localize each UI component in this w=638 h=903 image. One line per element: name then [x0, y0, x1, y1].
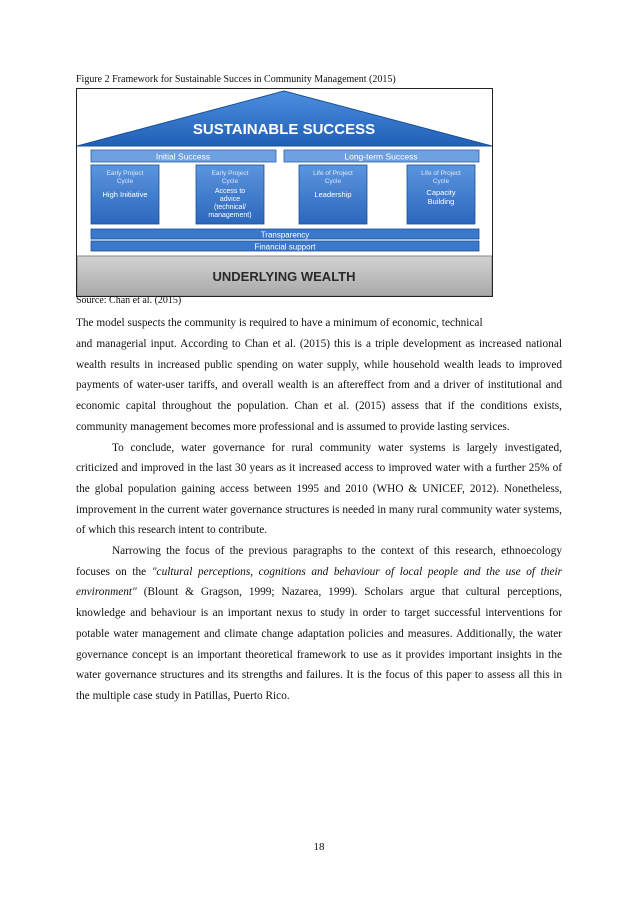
pillar-4-stage-line-1: Life of Project: [421, 170, 461, 177]
band-initial-label: Initial Success: [155, 151, 211, 162]
paragraph-4-start: Narrowing the focus of the previous paragraphs to the context of this research, ethnoecology focuses on the: [76, 545, 562, 578]
band-longterm-label: Long-term Success: [344, 151, 418, 162]
pillar-1: [91, 165, 159, 224]
pillar-4-stage-line-2: Cycle: [432, 178, 450, 185]
pillar-3: [299, 165, 367, 224]
pillar-1-stage-line-1: Early Project: [106, 170, 144, 177]
paragraph-4-end: (Blount & Gragson, 1999; Nazarea, 1999). Scholars argue that cultural perceptions, knowledge and behaviour is an important nexus to study in order to target successful interventions for potable water management and climate change adaptation policies and measures. Additionally, the water governance concept is an important theoretical framework to use as it provides important insights in the water governance structures and its strengths and failures. It is the focus of this paper to assess all this in the multiple case study in Patillas, Puerto Rico.: [76, 586, 562, 702]
pillar-3-stage-line-1: Life of Project: [313, 170, 353, 177]
underlying-wealth-label: UNDERLYING WEALTH: [212, 269, 356, 284]
pillar-2-stage-line-1: Early Project: [211, 170, 249, 177]
pillar-2-label-line-1: Access to: [214, 188, 246, 195]
transparency-label: Transparency: [260, 230, 310, 240]
pillar-1-stage-line-2: Cycle: [116, 178, 134, 185]
pillar-2-label-line-2: advice: [219, 196, 241, 203]
paragraph-4: [76, 541, 562, 707]
pillar-2: [196, 165, 264, 224]
pillar-3-stage-line-2: Cycle: [324, 178, 342, 185]
pillar-2-stage-line-2: Cycle: [221, 178, 239, 185]
framework-diagram: [77, 89, 492, 296]
roof-title: SUSTAINABLE SUCCESS: [192, 121, 376, 138]
framework-figure: [76, 88, 493, 297]
figure-caption: Figure 2 Framework for Sustainable Succes in Community Management (2015): [76, 74, 396, 85]
pillar-2-label-line-3: (technical/: [214, 204, 246, 211]
pillar-3-label: Leadership: [314, 190, 352, 199]
body-text: [76, 334, 562, 707]
pillar-1-label: High Initiative: [102, 190, 148, 199]
pillar-4: [407, 165, 475, 224]
paragraph-4-quote: "cultural perceptions, cognitions and behaviour of local people and the use of their environment": [76, 565, 562, 599]
figure-source: Source: Chan et al. (2015): [76, 295, 182, 306]
pillar-4-label-line-1: Capacity: [426, 188, 456, 197]
paragraph-lead: [76, 313, 562, 334]
pillar-4-label-line-2: Building: [427, 197, 455, 206]
pillar-2-label-line-4: management): [208, 212, 252, 219]
paragraph-2: and managerial input. According to Chan et al. (2015) this is a triple development as increased national wealth results in increased public spending on water supply, while household wealth leads to improved payments of water-user tariffs, and overall wealth is an aftereffect from and a driver of institutional and economic capital throughout the population. Chan et al. (2015) assess that if the conditions exists, community management becomes more professional and is assumed to provide lasting services.: [76, 338, 562, 433]
financial-support-label: Financial support: [254, 242, 316, 252]
page-number: 18: [313, 841, 325, 853]
paragraph-3: To conclude, water governance for rural community water systems is largely investigated, criticized and improved in the last 30 years as it increased access to improved water with a further 25% of the global population gaining access between 1995 and 2010 (WHO & UNICEF, 2012). Nonetheless, improvement in the current water governance structures is needed in many rural community water systems, of which this research intent to contribute.: [76, 441, 562, 537]
paragraph-1: The model suspects the community is required to have a minimum of economic, technical: [76, 317, 483, 329]
